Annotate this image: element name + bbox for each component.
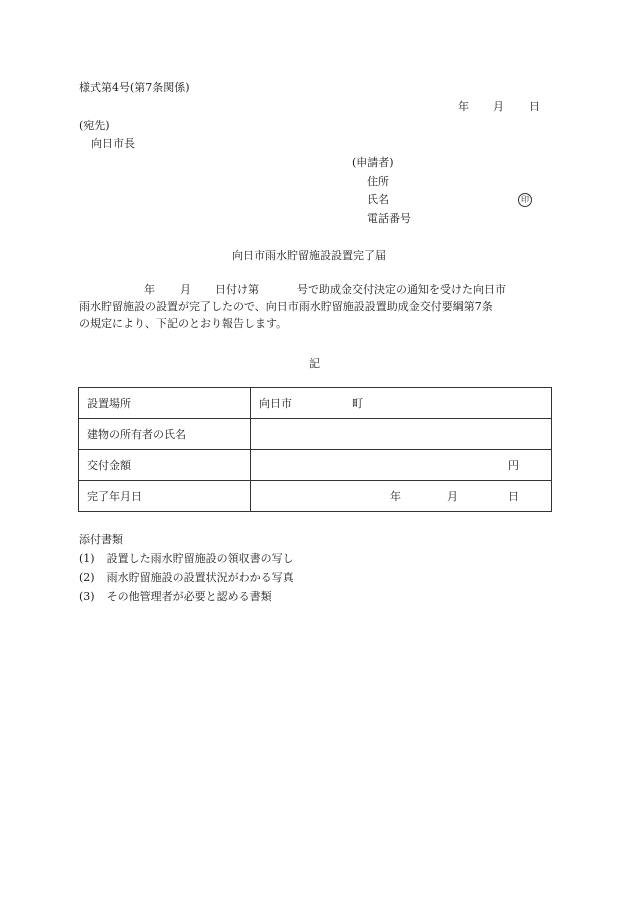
ki-mark: 記 [309,357,320,370]
owner-label: 建物の所有者の氏名 [79,419,251,450]
attachment-text-3: その他管理者が必要と認める書類 [106,590,272,603]
body-year: 年 [144,283,155,296]
attachment-num-2: (2) [79,571,95,584]
completion-table [78,387,552,512]
completion-date-label: 完了年月日 [79,481,251,512]
location-city: 向日市 [259,397,292,410]
table-row-location [79,388,552,419]
attachment-num-1: (1) [79,552,95,565]
owner-value[interactable] [251,419,552,450]
addressee-label: (宛先) [79,119,110,132]
location-town: 町 [352,397,363,410]
seal-glyph: 印 [518,193,532,207]
table-row-amount [79,450,552,481]
location-value[interactable] [251,388,552,419]
attachment-item-1 [79,553,294,564]
amount-unit: 円 [508,459,519,472]
location-label: 設置場所 [79,388,251,419]
table-row-date [79,481,552,512]
attachment-text-1: 設置した雨水貯留施設の領収書の写し [106,552,294,565]
attachments-heading: 添付書類 [79,533,123,546]
form-number: 様式第4号(第7条関係) [79,81,190,94]
table-row-owner [79,419,552,450]
attachment-item-2 [79,572,294,583]
completion-year: 年 [390,490,401,503]
body-month: 月 [180,283,191,296]
attachment-text-2: 雨水貯留施設の設置状況がわかる写真 [106,571,294,584]
body-line-1 [79,281,553,298]
date-day-label: 日 [529,100,540,113]
body-paragraph [79,281,553,332]
date-year-label: 年 [458,100,469,113]
address-label: 住所 [367,175,389,188]
completion-month: 月 [447,490,458,503]
attachment-num-3: (3) [79,590,95,603]
addressee-name: 向日市長 [91,137,135,150]
amount-label: 交付金額 [79,450,251,481]
seal-mark [518,193,532,207]
body-line-3: の規定により、下記のとおり報告します。 [79,317,288,330]
body-day-ref: 日付け第 [215,283,259,296]
phone-label: 電話番号 [367,212,411,225]
completion-date-value[interactable] [251,481,552,512]
body-line-1-text: 号で助成金交付決定の通知を受けた向日市 [297,283,506,296]
amount-value[interactable] [251,450,552,481]
date-month-label: 月 [493,100,504,113]
completion-day: 日 [508,490,519,503]
document-title: 向日市雨水貯留施設設置完了届 [232,249,386,262]
body-line-2: 雨水貯留施設の設置が完了したので、向日市雨水貯留施設設置助成金交付要綱第7条 [79,300,493,313]
applicant-label: (申請者) [352,156,394,169]
attachment-item-3 [79,591,272,602]
name-label: 氏名 [367,193,389,206]
